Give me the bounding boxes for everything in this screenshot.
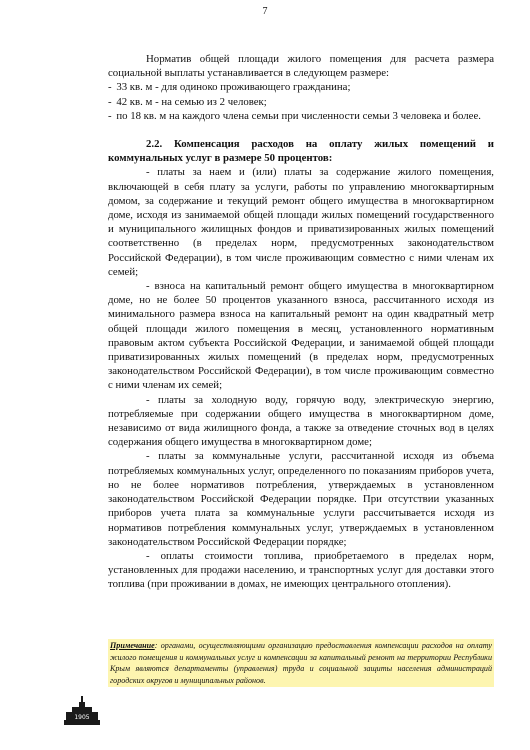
- list-item: - оплаты стоимости топлива, приобретаемого в пределах норм, установленных для продажи населению, и транспортных услуг для доставки этого топлива (при проживании в домах, не имеющих центрального отопления).: [108, 549, 495, 591]
- footnote-label: Примечание: [110, 641, 155, 650]
- page-number: 7: [262, 6, 268, 17]
- list-item: - платы за наем и (или) платы за содержание жилого помещения, включающей в себя плату за услуги, работы по управлению многоквартирным домом, за содержание и текущий ремонт общего имущества в многоквартирном доме, исходя из занимаемой общей площади жилых помещений государственного и муниципального жилищных фондов и приватизированных жилых помещений соответственно (в пределах норм, предусмотренных законодательством Российской Федерации), в том числе проживающим совместно с ними членам их семей;: [108, 166, 494, 278]
- footnote: [108, 639, 494, 687]
- list-item: - 42 кв. м - на семью из 2 человек;: [108, 95, 267, 108]
- ship-logo-icon: [62, 696, 102, 726]
- list-item: - по 18 кв. м на каждого члена семьи при численности семьи 3 человека и более.: [108, 109, 481, 122]
- section-heading: 2.2. Компенсация расходов на оплату жилых помещений и коммунальных услуг в размере 50 процентов:: [108, 138, 494, 165]
- logo-text: 1905: [74, 714, 90, 721]
- intro-paragraph: Норматив общей площади жилого помещения для расчета размера социальной выплаты устанавливается в следующем размере:: [108, 53, 494, 80]
- document-body: [108, 52, 494, 592]
- list-item: - платы за холодную воду, горячую воду, электрическую энергию, потребляемые при содержании общего имущества в многоквартирном доме, независимо от вида жилищного фонда, а также за отведение сточных вод в целях содержания общего имущества в многоквартирном доме;: [108, 393, 495, 449]
- list-item: - взноса на капитальный ремонт общего имущества в многоквартирном доме, но не более 50 процентов указанного взноса, рассчитанного исходя из минимального размера взноса на капитальный ремонт на один квадратный метр общей площади жилого помещения в месяц, установленного нормативным правовым актом субъекта Российской Федерации, и занимаемой общей площади приватизированных жилых помещений (в пределах норм, предусмотренных законодательством Российской Федерации), в том числе проживающим совместно с ними членам их семей;: [108, 280, 494, 392]
- footnote-text: : органами, осуществляющими организацию предоставления компенсации расходов на оплату жилого помещения и коммунальных услуг и компенсации за капитальный ремонт на территории Республики Крым являются департаменты (управления) труда и социальной защиты населения администраций городских округов и муниципальных районов.: [110, 641, 492, 685]
- list-item: - 33 кв. м - для одиноко проживающего гражданина;: [108, 81, 351, 94]
- list-item: - платы за коммунальные услуги, рассчитанной исходя из объема потребляемых коммунальных услуг, определенного по показаниям приборов учета, но не более нормативов потребления, утверждаемых в установленном законодательством Российской Федерации порядке. При отсутствии указанных приборов учета плата за коммунальные услуги рассчитывается исходя из нормативов потребления коммунальных услуг, утверждаемых в установленном законодательством Российской Федерации порядке;: [108, 450, 494, 548]
